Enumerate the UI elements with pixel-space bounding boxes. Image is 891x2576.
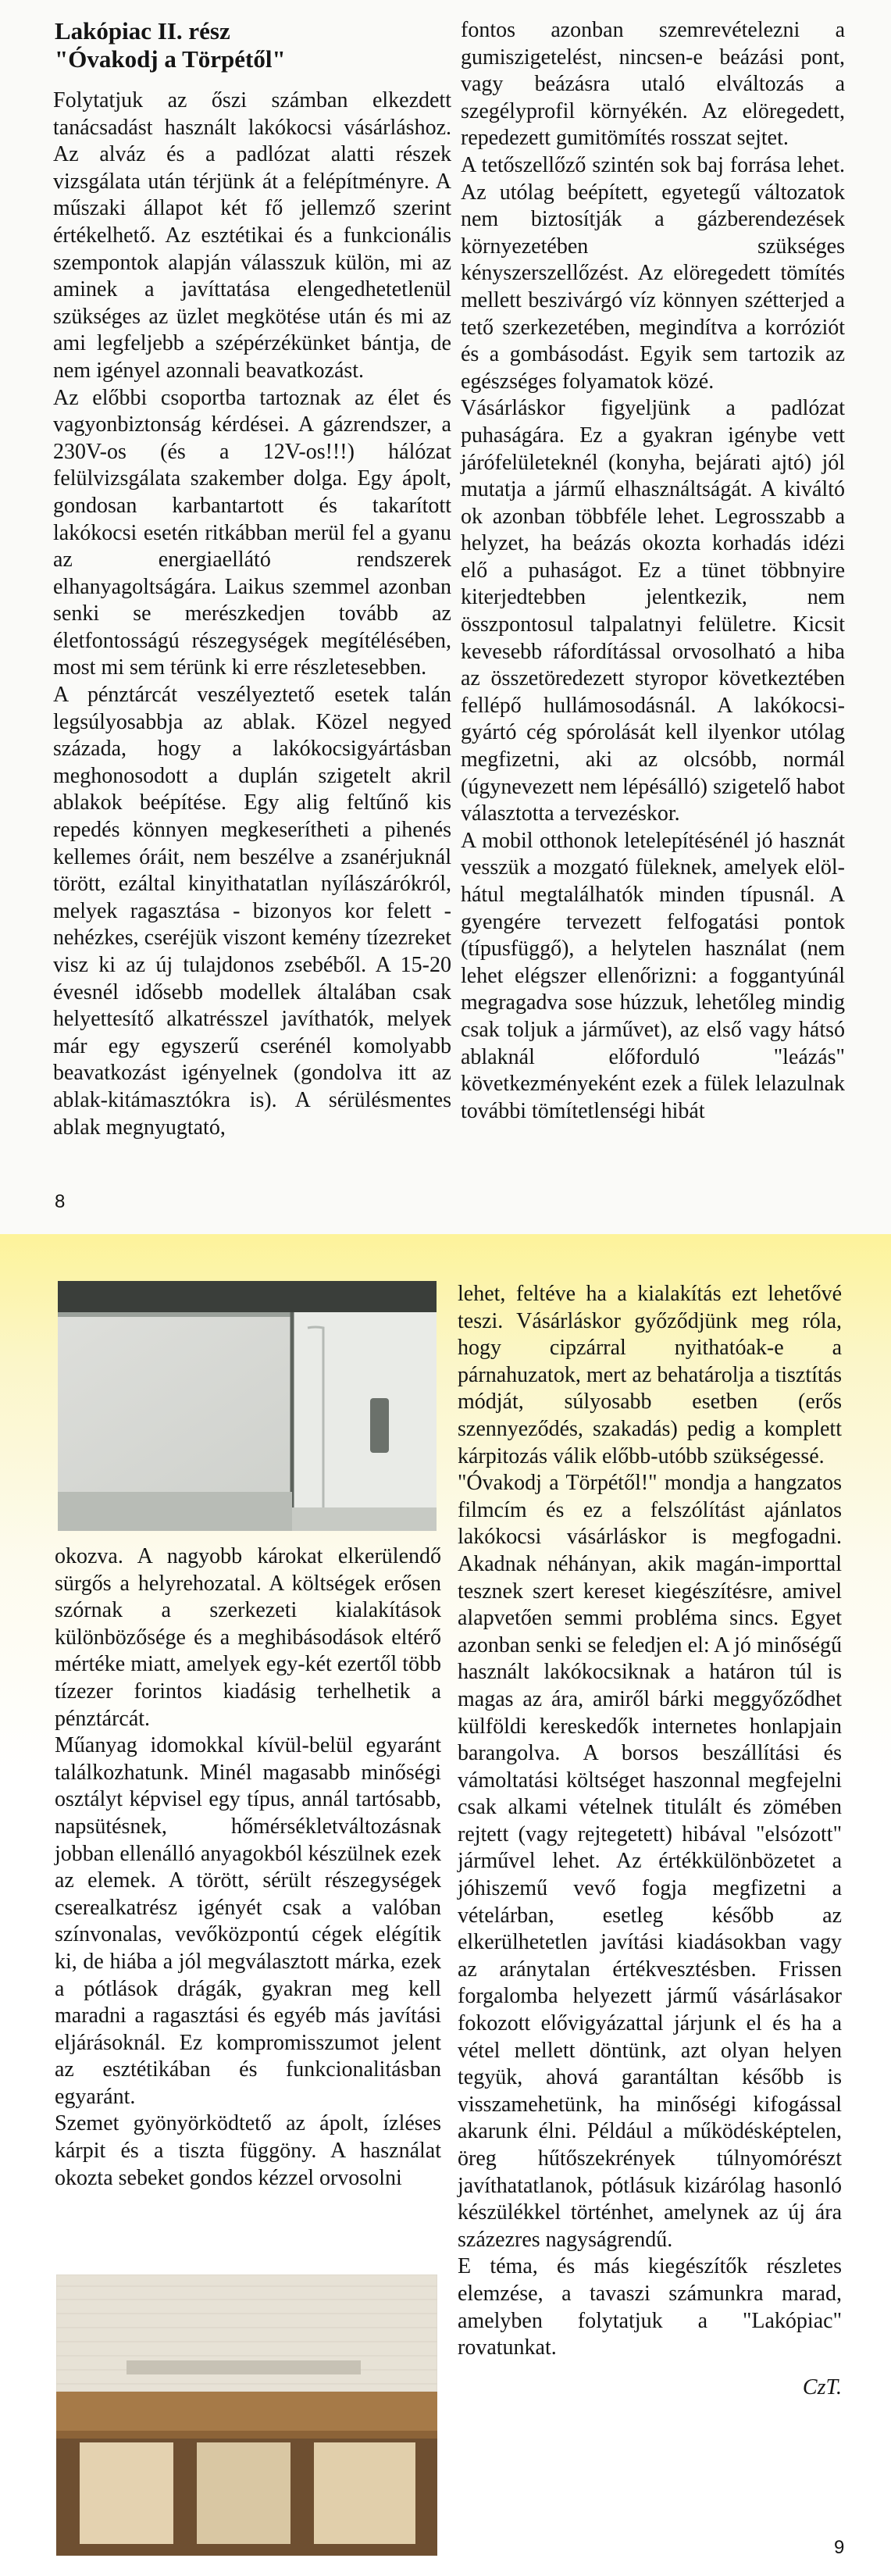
paragraph: Az előbbi csoportba tartoznak az élet és vagyonbiztonság kérdései. A gázrendszer, a 230V-os (és a 12V-os!!!) hálózat felülvizsgálata szakember dolga. Egy ápolt, gondosan karbantartott és takarított lakókocsi esetén ritkábban merül fel a gyanu az energiaellátó rendszerek elhanyagoltságára. Laikus szemmel azonban senki se merészkedjen tovább az életfontosságú részegységek megítélésében, most mi sem térünk ki erre részletesebben.: [53, 385, 451, 680]
article-title: [55, 17, 451, 73]
paragraph: okozva. A nagyobb károkat elkerülendő sürgős a helyrehozatal. A költségek erősen szórnak a szerkezeti kialakítások különbözősége és a meghibásodások eltérő mértéke miatt, amelyek egy-két ezertől több tízezer forintos kiadásig terhelhetik a pénztárcát.: [55, 1544, 441, 1731]
article-title-line-1: Lakópiac II. rész: [55, 17, 230, 45]
caravan-exterior-image: [58, 1281, 437, 1531]
paragraph: fontos azonban szemrevételezni a gumiszigetelést, nincsen-e beázási pont, vagy beázásra utaló elváltozás a szegélyprofil környékén. Az elöregedett, repedezett gumitömítés rosszat sejtet.: [461, 18, 845, 151]
article-column-2: [461, 17, 845, 1125]
article-title-line-2: "Óvakodj a Törpétől": [55, 45, 286, 73]
paragraph: lehet, feltéve ha a kialakítás ezt lehetővé teszi. Vásárláskor győződjünk meg róla, hogy cipzárral nyithatóak-e a párnahuzatok, mert az behatárolja a tisztítás módját, súlyosabb esetben (erős szennyeződés, szakadás) pedig a komplett kárpitozás válik előbb-utóbb szükségessé.: [458, 1282, 842, 1468]
page-number-left: 8: [55, 1191, 66, 1212]
paragraph: Vásárláskor figyeljünk a padlózat puhaságára. Ez a gyakran igénybe vett járófelületeknél (konyha, bejárati ajtó) jól mutatja a jármű elhasználtságát. A kiváltó ok azonban többféle lehet. Legrosszabb a helyzet, ha beázás okozta korhadás idézi elő a puhaságot. Ez a tünet többnyire kiterjedtebben jelentkezik, nem összpontosul talpalatnyi felületre. Kicsit kevesebb ráfordítással orvosolható a hiba az összetöredezett styropor következtében fellépő hullámosodásnál. A lakókocsi-gyártó cég spórolását kell ilyenkor utólag megfizetni, aki az olcsóbb, normál (úgynevezett nem lépésálló) szigetelő habot választotta a tervezéskor.: [461, 396, 845, 826]
paragraph: Műanyag idomokkal kívül-belül egyaránt találkozhatunk. Minél magasabb minőségi osztályt képvisel egy típus, annál tartósabb, napsütésnek, hőmérsékletváltozásnak jobban ellenálló anyagokból készülnek ezek az elemek. A törött, sérült részegységek cserealkatrész igényét csak a valóban színvonalas, vevőközpontú cégek elégítik ki, de hiába a jól megválasztott márka, ezek a pótlások drágák, gyakran meg kell maradni a ragasztási és egyéb más javítási eljárásoknál. Ez kompromisszumot jelent az esztétikában és funkcionalitásban egyaránt.: [55, 1733, 441, 2109]
author-signature: CzT.: [802, 2374, 842, 2399]
page-8: [0, 0, 891, 1234]
article-column-3: [55, 1543, 441, 2192]
article-column-1: [53, 17, 451, 1141]
paragraph: Szemet gyönyörködtető az ápolt, ízléses kárpit és a tiszta függöny. A használat okozta sebeket gondos kézzel orvosolni: [55, 2111, 441, 2190]
paragraph: "Óvakodj a Törpétől!" mondja a hangzatos filmcím és ez a felszólítást ajánlatos lakókocsi vásárláskor is megfogadni. Akadnak néhányan, akik magán-importtal tesznek szert kereset kiegészítésre, amivel alapvetően semmi probléma sincs. Egyet azonban senki se feledjen el: A jó minőségű használt lakókocsiknak a határon túl is magas az ára, amiről bárki meggyőződhet külföldi kereskedők internetes honlapjain barangolva. A borsos beszállítási és vámoltatási költséget haszonnal megfejelni csak alkami vételnek titulált és zömében rejtett (vagy rejtegetett) hibával "elsózott" járművel lehet. Az értékkülönbözetet a jóhiszemű vevő fogja megfizetni a vételárban, esetleg később az elkerülhetetlen javítási kiadásokban vagy az aránytalan értékvesztésben. Frissen forgalomba helyezett jármű vásárlásakor fokozott elővigyázattal járjunk el és ha a vétel mellett döntünk, azt olyan helyen tegyük, ahová garantáltan később is visszamehetünk, ha minőségi kifogással akarunk élni. Például a működésképtelen, öreg hűtőszekrények túlnyomórészt javíthatatlanok, pótlásuk kizárólag hasonló készülékkel történhet, amelynek az új ára százezres nagyságrendű.: [458, 1471, 842, 2252]
article-column-4: [458, 1281, 842, 2401]
paragraph: Folytatjuk az őszi számban elkezdett tanácsadást használt lakókocsi vásárláshoz. Az alváz és a padlózat alatti részek vizsgálata után térjünk át a felépítményre. A műszaki állapot két fő jellemző szerint értékelhető. Az esztétikai és a funkcionális szempontok alapján válasszuk külön, mi az aminek a javíttatása elengedhetetlenül szükséges az üzlet megkötése után és mi az ami legfeljebb a szépérzékünket bántja, de nem igényel azonnali beavatkozást.: [53, 88, 451, 383]
caravan-interior-image: [56, 2275, 437, 2556]
paragraph: E téma, és más kiegészítők részletes elemzése, a tavaszi számunkra marad, amelyben folytatjuk a "Lakópiac" rovatunkat.: [458, 2254, 842, 2360]
caravan-exterior-photo: [58, 1281, 437, 1531]
paragraph: A pénztárcát veszélyeztető esetek talán legsúlyosabbja az ablak. Közel negyed százada, hogy a lakókocsigyártásban meghonosodott a duplán szigetelt akril ablakok beépítése. Egy alig feltűnő kis repedés könnyen megkeserítheti a pihenés kellemes óráit, nem beszélve a zsanérjuknál törött, ezáltal kinyithatatlan nyílászárókról, melyek ragasztása - bizonyos kor felett - nehézkes, cseréjük viszont kemény tízezreket visz ki az új tulajdonos zsebéből. A 15-20 évesnél idősebb modellek általában csak helyettesítő alkatrésszel javíthatók, melyek már egy egyszerű cserénél komolyabb beavatkozást igényelnek (gondolva itt az ablak-kitámasztókra is). A sérülésmentes ablak megnyugtató,: [53, 683, 451, 1140]
paragraph: A tetőszellőző szintén sok baj forrása lehet. Az utólag beépített, egyetegű változatok nem biztosítják a gázberendezések környezetében szükséges kényszerszellőzést. Az elöregedett tömítés mellett beszivárgó víz könnyen szétterjed a tető szerkezetében, megindítva a korróziót és a gombásodást. Egyik sem tartozik az egészséges folyamatok közé.: [461, 152, 845, 394]
page-9: [0, 1234, 891, 2576]
caravan-interior-photo: [56, 2275, 437, 2556]
page-number-right: 9: [834, 2537, 845, 2558]
paragraph: A mobil otthonok letelepítésénél jó hasznát vesszük a mozgató füleknek, amelyek elöl-hátul megtalálhatók minden típusnál. A gyengére tervezett felfogatási pontok (típusfüggő), a helytelen használat (nem lehet elégszer ellenőrizni: a foggantyúnál megragadva sose húzzuk, lehetőleg mindig csak toljuk a járművet), az első vagy hátsó ablaknál előforduló "leázás" következményeként ezek a fülek lelazulnak további tömítetlenségi hibát: [461, 828, 845, 1123]
